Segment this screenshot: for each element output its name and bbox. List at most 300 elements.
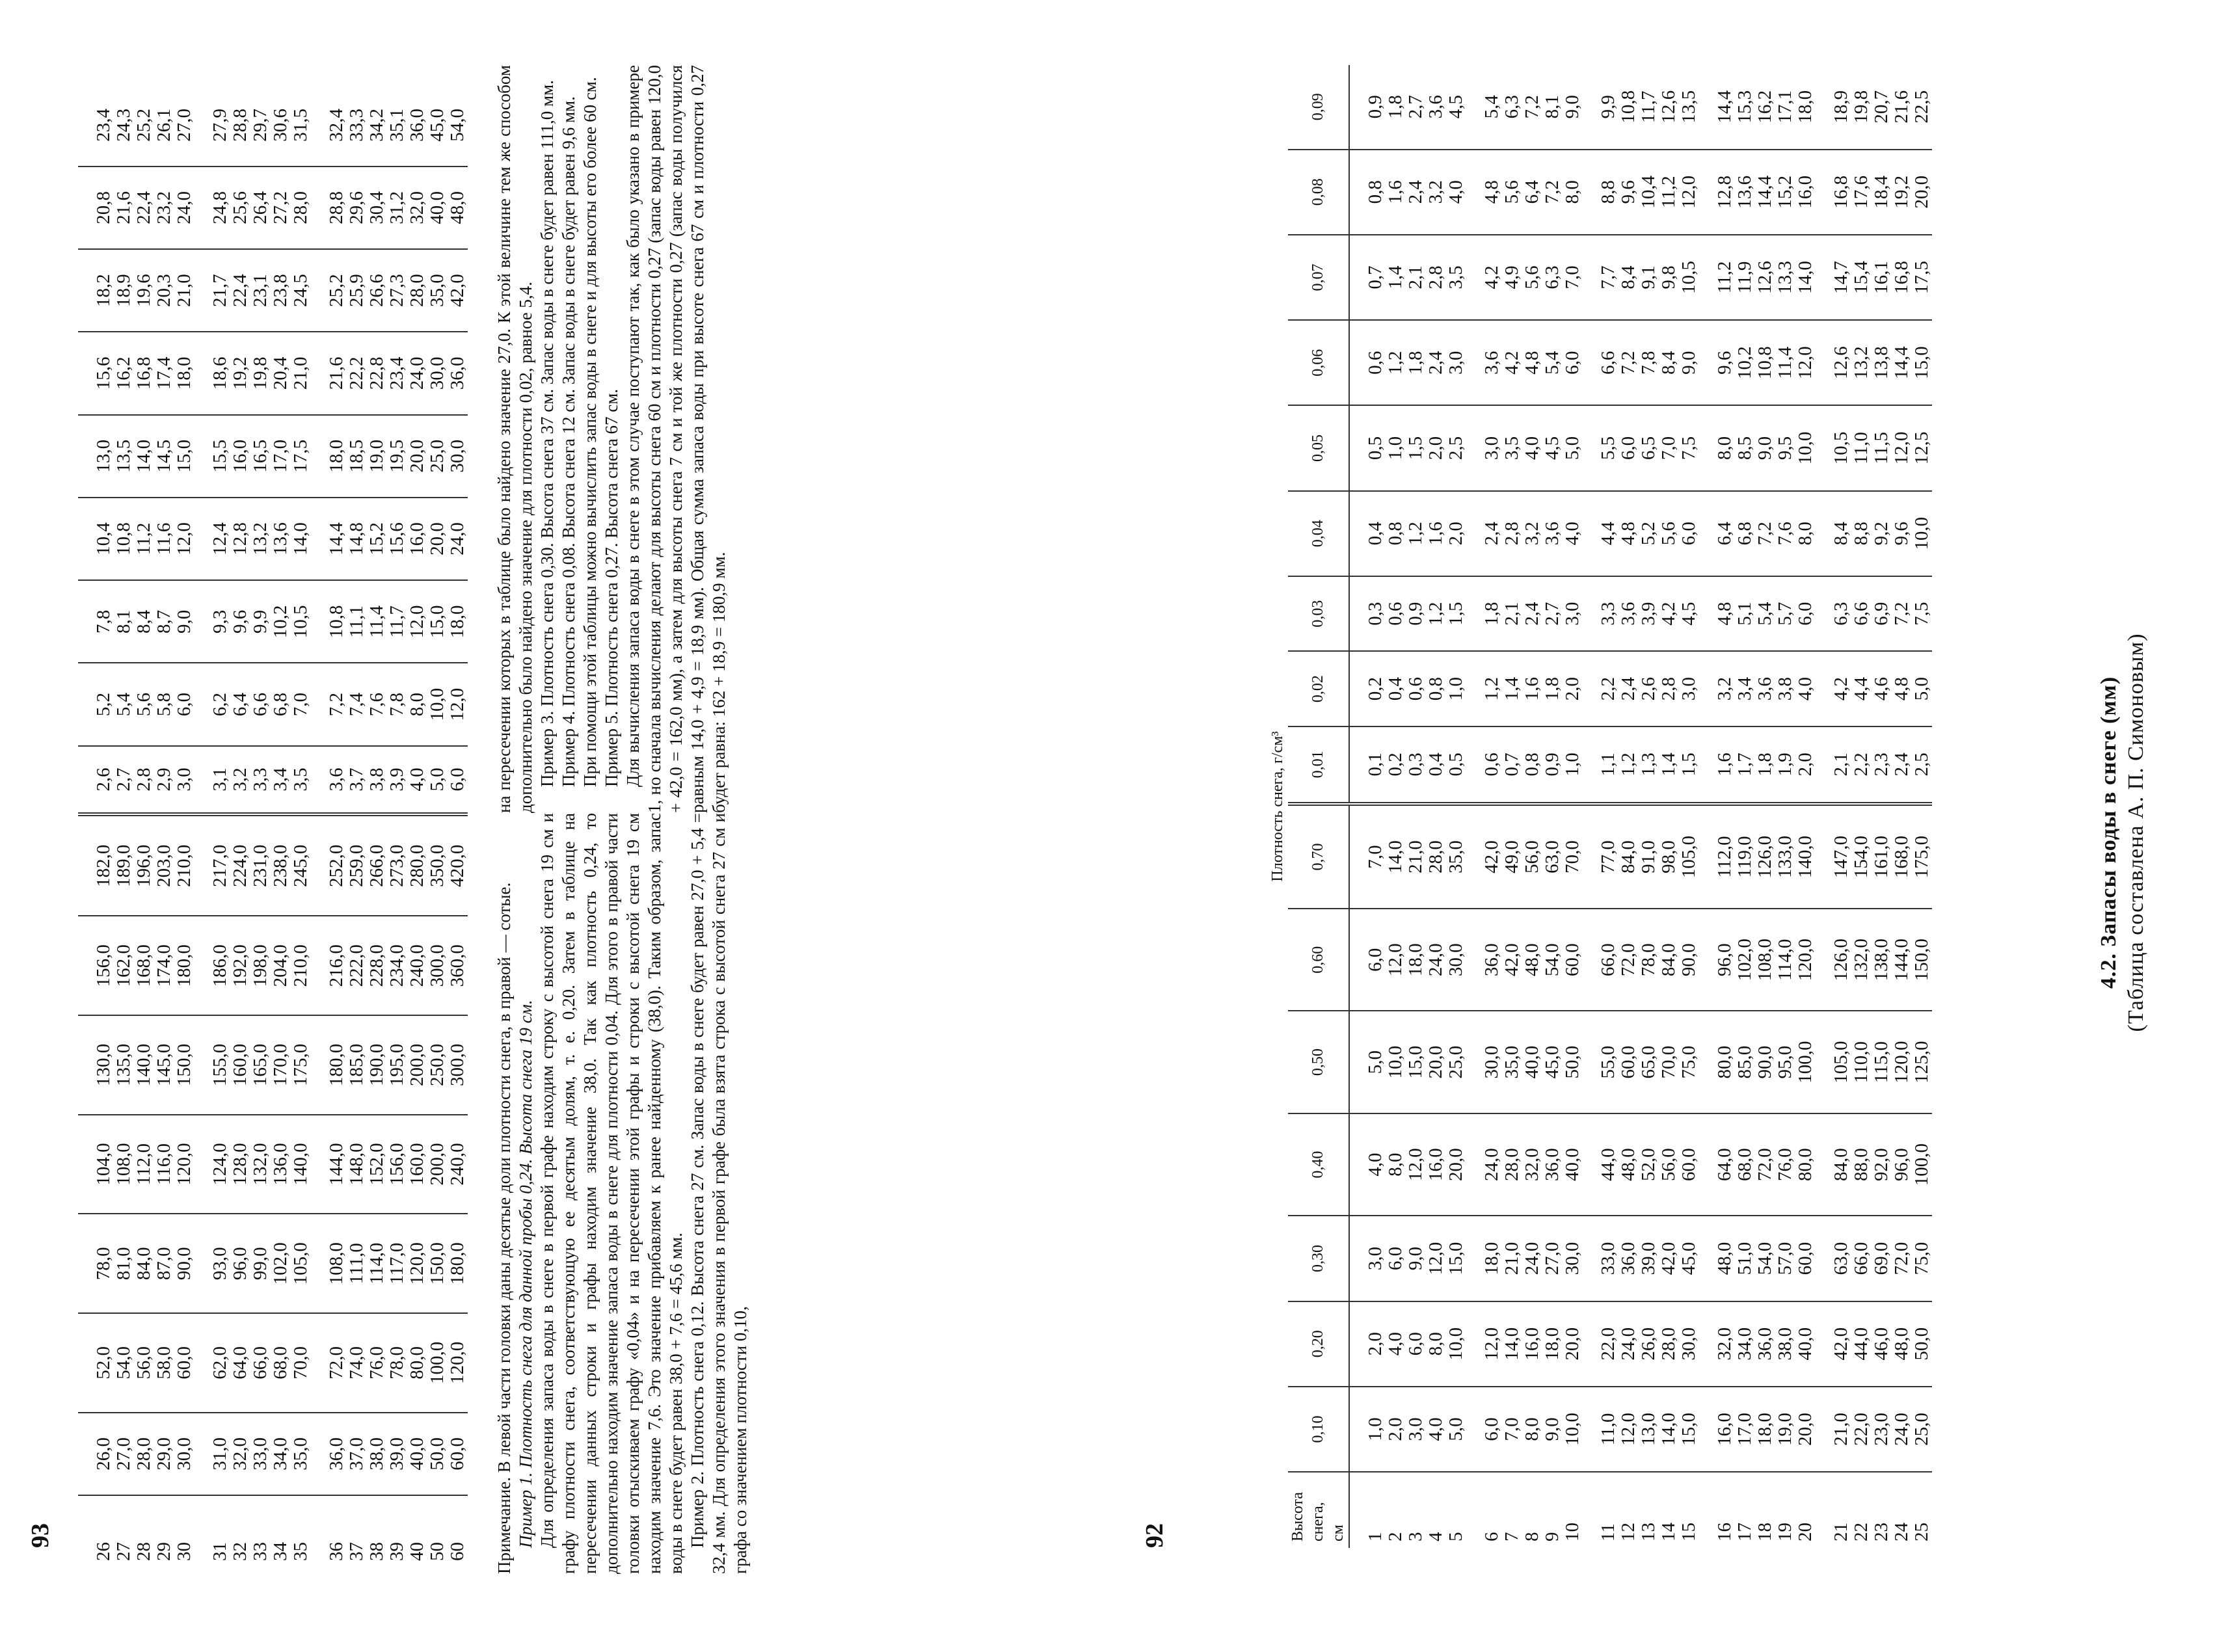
table-cell-value: 5,6 — [133, 692, 154, 717]
table-cell-value: 112,0 — [1714, 836, 1735, 878]
table-cell-value: 24,0 — [407, 356, 427, 390]
table-cell-value: 48,0 — [1891, 1327, 1912, 1361]
table-cell-value: 16,0 — [1522, 1327, 1542, 1361]
table-cell-value: 9,2 — [1871, 522, 1892, 546]
table-cell-value: 40,0 — [1795, 1327, 1816, 1361]
hundredths-column — [1466, 320, 1583, 405]
table-cell-value: 31,5 — [290, 108, 311, 142]
hundredths-column — [1816, 405, 1932, 490]
table-cell-value: 33,3 — [346, 108, 367, 142]
table-cell-value: 30,0 — [1678, 1327, 1699, 1361]
table-cell-value: 66,0 — [250, 1346, 271, 1379]
table-cell-value: 186,0 — [209, 944, 230, 987]
table-cell-value: 11,6 — [154, 522, 174, 555]
table-cell-value: 18 — [1754, 1523, 1775, 1541]
table-cell-value: 196,0 — [133, 844, 154, 887]
table-cell-value: 48,0 — [1618, 1148, 1639, 1181]
table-cell-value: 1,1 — [1598, 753, 1618, 777]
table-cell-value: 13,2 — [250, 522, 271, 555]
example-1-text: Для определения запаса воды в снеге в первой графе находим строку с высотой снега 19 см и графу плотности снега, соответствующую ее десятым долям, т. е. 0,20. Затем в таблице на пересечении данных строки и графы находим значение 38,0. Так как плотность 0,24, то дополнительно находим значение запаса воды в снеге для плотности 0,04. Для этого в правой части головки отыскиваем графу «0,04» и на пересечении этой графы и строки с высотой снега 19 см находим значение 7,6. Это значение прибавляем к ранее найденному (38,0). Таким образом, запас воды в снеге будет равен 38,0 + 7,6 = 45,6 мм. — [537, 813, 686, 1574]
table-cell-value: 3,9 — [386, 767, 407, 792]
table-cell-value: 6,4 — [230, 692, 250, 717]
table-cell-value: 4,2 — [1481, 265, 1502, 289]
table-cell-value: 20,3 — [154, 274, 174, 307]
header-density-hundredths: 0,02 — [1288, 651, 1349, 726]
table-cell-value: 45,0 — [427, 108, 448, 142]
table-cell-value: 19,8 — [1851, 90, 1872, 124]
table-cell-value: 190,0 — [366, 1043, 387, 1086]
table-cell-value: 10,0 — [1445, 1327, 1466, 1361]
table-cell-value: 5,6 — [1658, 522, 1679, 546]
table-cell-value: 30,0 — [174, 1437, 195, 1471]
table-cell-value: 16,0 — [230, 439, 250, 473]
table-cell-value: 7,0 — [1501, 1417, 1522, 1441]
hundredths-column — [1466, 576, 1583, 651]
table-cell-value: 13,5 — [1678, 90, 1699, 124]
table-cell-value: 13,0 — [93, 439, 114, 473]
snow-water-table-part1 — [1268, 65, 1932, 1548]
hundredths-column — [1699, 320, 1816, 405]
table-cell-value: 140,0 — [290, 1143, 311, 1186]
hundredths-column — [311, 498, 468, 580]
table-cell-value: 0,2 — [1385, 753, 1406, 777]
table-cell-value: 28,0 — [1425, 840, 1446, 873]
table-cell-value: 4,0 — [1385, 1332, 1406, 1356]
table-cell-value: 27 — [113, 1542, 134, 1561]
table-cell-value: 7,4 — [346, 692, 367, 717]
table-cell-value: 57,0 — [1775, 1242, 1795, 1275]
table-cell-value: 28,8 — [230, 108, 250, 142]
header-height: Высота снега, см — [1288, 1472, 1349, 1548]
table-cell-value: 26,0 — [1638, 1327, 1659, 1361]
table-cell-value: 14,4 — [1891, 346, 1912, 380]
table-cell-value: 32,0 — [1714, 1327, 1735, 1361]
table-cell-value: 2,7 — [1542, 602, 1563, 626]
table-cell-value: 13,5 — [113, 439, 134, 473]
table-cell-value: 120,0 — [1795, 939, 1816, 981]
table-cell-value: 7,0 — [1658, 436, 1679, 460]
table-cell-value: 156,0 — [93, 944, 114, 987]
table-cell-value: 19,6 — [133, 274, 154, 307]
table-title-block — [2097, 117, 2149, 1548]
table-cell-value: 20,0 — [1425, 1045, 1446, 1079]
table-cell-value: 144,0 — [1891, 939, 1912, 981]
table-cell-value: 48,0 — [1714, 1242, 1735, 1275]
table-cell-value: 1,6 — [1425, 522, 1446, 546]
table-cell-value: 44,0 — [1851, 1327, 1872, 1361]
table-cell-value: 27,0 — [174, 108, 195, 142]
table-cell-value: 2,2 — [1851, 753, 1872, 777]
table-cell-value: 10,8 — [113, 522, 134, 555]
table-cell-value: 200,0 — [427, 1143, 448, 1186]
table-cell-value: 15,5 — [209, 439, 230, 473]
table-cell-value: 32,0 — [1522, 1148, 1542, 1181]
table-cell-value: 273,0 — [386, 844, 407, 887]
notes-left-column — [494, 813, 751, 1574]
table-cell-value: 18,9 — [113, 274, 134, 307]
table-cell-value: 0,2 — [1365, 676, 1386, 701]
hundredths-column — [78, 580, 195, 663]
table-cell-value: 76,0 — [1775, 1148, 1795, 1181]
table-cell-value: 81,0 — [113, 1247, 134, 1281]
tenths-column — [1466, 1301, 1583, 1387]
table-cell-value: 18,0 — [447, 605, 468, 639]
table-cell-value: 25,0 — [427, 439, 448, 473]
hundredths-column — [1816, 65, 1932, 150]
table-cell-value: 1,5 — [1445, 602, 1466, 626]
table-cell-value: 46,0 — [1871, 1327, 1892, 1361]
table-cell-value: 37,0 — [346, 1437, 367, 1471]
table-cell-value: 72,0 — [326, 1346, 347, 1379]
table-cell-value: 39,0 — [1638, 1242, 1659, 1275]
table-cell-value: 3,5 — [1445, 265, 1466, 289]
table-cell-value: 18,4 — [1871, 175, 1892, 209]
table-cell-value: 28,0 — [407, 274, 427, 307]
table-cell-value: 3,3 — [250, 767, 271, 792]
table-cell-value: 114,0 — [366, 1242, 387, 1285]
table-cell-value: 39,0 — [386, 1437, 407, 1471]
table-cell-value: 11,4 — [1775, 346, 1795, 379]
table-cell-value: 30 — [174, 1542, 195, 1561]
table-cell-value: 23,4 — [386, 356, 407, 390]
table-cell-value: 245,0 — [290, 844, 311, 887]
table-cell-value: 19,2 — [1891, 175, 1912, 209]
tenths-column — [195, 1115, 311, 1214]
table-cell-value: 100,0 — [1795, 1041, 1816, 1084]
table-cell-value: 3,0 — [1481, 436, 1502, 460]
table-cell-value: 14,0 — [1658, 1413, 1679, 1446]
table-cell-value: 32,0 — [230, 1437, 250, 1471]
table-cell-value: 4,0 — [1445, 180, 1466, 204]
table-cell-value: 10,0 — [1562, 1413, 1583, 1446]
table-cell-value: 32,0 — [407, 191, 427, 224]
table-cell-value: 8,0 — [1425, 1332, 1446, 1356]
table-cell-value: 14,7 — [1831, 261, 1851, 294]
table-cell-value: 84,0 — [133, 1247, 154, 1281]
table-cell-value: 16,0 — [1714, 1413, 1735, 1446]
table-cell-value: 5,8 — [154, 692, 174, 717]
hundredths-column — [1699, 150, 1816, 235]
table-cell-value: 0,7 — [1365, 265, 1386, 289]
table-cell-value: 138,0 — [1871, 939, 1892, 981]
table-cell-value: 3,6 — [1542, 522, 1563, 546]
table-cell-value: 15,6 — [93, 356, 114, 390]
hundredths-column — [1466, 65, 1583, 150]
table-cell-value: 1,8 — [1385, 95, 1406, 119]
table-cell-value: 120,0 — [1891, 1041, 1912, 1084]
table-cell-value: 98,0 — [1658, 840, 1679, 873]
height-values — [78, 1495, 195, 1567]
table-cell-value: 6,4 — [1714, 522, 1735, 546]
table-cell-value: 10,0 — [1795, 431, 1816, 465]
table-cell-value: 92,0 — [1871, 1148, 1892, 1181]
table-cell-value: 3,2 — [1425, 180, 1446, 204]
table-cell-value: 2,4 — [1481, 522, 1502, 546]
table-cell-value: 24 — [1891, 1523, 1912, 1541]
table-cell-value: 58,0 — [154, 1346, 174, 1379]
table-cell-value: 6,8 — [270, 692, 291, 717]
table-cell-value: 174,0 — [154, 944, 174, 987]
table-cell-value: 9,6 — [1618, 180, 1639, 204]
table-cell-value: 12,4 — [209, 522, 230, 555]
table-cell-value: 3,6 — [326, 767, 347, 792]
table-row-group — [311, 85, 468, 1567]
table-cell-value: 24,0 — [1618, 1327, 1639, 1361]
table-cell-value: 22,0 — [1851, 1413, 1872, 1446]
notes-right-column — [494, 65, 730, 813]
table-cell-value: 20,8 — [93, 191, 114, 224]
hundredths-column — [1466, 235, 1583, 320]
table-cell-value: 18,9 — [1831, 90, 1851, 124]
hundredths-column — [1816, 651, 1932, 726]
table-row-group — [1466, 65, 1583, 1548]
table-cell-value: 8,8 — [1598, 180, 1618, 204]
table-row-group — [1699, 65, 1816, 1548]
note-continuation: на пересечении которых в таблице было найдено значение 27,0. К этой величине тем же способом дополнительно было найдено значение для плотности 0,02, равное 5,4. — [494, 65, 535, 813]
header-density-tenths: 0,40 — [1288, 1113, 1349, 1216]
table-cell-value: 2,0 — [1385, 1417, 1406, 1441]
table-cell-value: 21,7 — [209, 274, 230, 307]
height-values — [1816, 1472, 1932, 1548]
table-cell-value: 136,0 — [270, 1143, 291, 1186]
table-cell-value: 3,0 — [1405, 1417, 1426, 1441]
table-cell-value: 210,0 — [290, 944, 311, 987]
hundredths-column — [1583, 726, 1699, 804]
table-cell-value: 23,8 — [270, 274, 291, 307]
table-cell-value: 4 — [1425, 1532, 1446, 1541]
hundredths-column — [195, 167, 311, 249]
table-cell-value: 5,0 — [1445, 1417, 1466, 1441]
table-cell-value: 6,0 — [1678, 522, 1699, 546]
table-cell-value: 100,0 — [1911, 1143, 1932, 1186]
table-cell-value: 7,5 — [1678, 436, 1699, 460]
table-cell-value: 5,4 — [1542, 351, 1563, 375]
table-cell-value: 16 — [1714, 1523, 1735, 1541]
table-cell-value: 11,2 — [1714, 261, 1735, 294]
table-cell-value: 9,6 — [1891, 522, 1912, 546]
table-cell-value: 23,2 — [154, 191, 174, 224]
table-cell-value: 16,0 — [1795, 175, 1816, 209]
table-title: 4.2. Запасы воды в снеге (мм) — [2097, 676, 2121, 989]
tenths-column — [78, 1214, 195, 1313]
table-cell-value: 105,0 — [1678, 835, 1699, 879]
table-cell-value: 15,2 — [1775, 175, 1795, 209]
table-cell-value: 2,4 — [1425, 351, 1446, 375]
hundredths-column — [1816, 150, 1932, 235]
table-cell-value: 4,2 — [1501, 351, 1522, 375]
table-cell-value: 17,6 — [1851, 175, 1872, 209]
table-cell-value: 18,0 — [1754, 1413, 1775, 1446]
table-cell-value: 15,0 — [1405, 1045, 1426, 1079]
table-cell-value: 8,8 — [1851, 522, 1872, 546]
table-cell-value: 6,8 — [1734, 522, 1755, 546]
table-cell-value: 238,0 — [270, 844, 291, 887]
table-cell-value: 15,4 — [1851, 261, 1872, 294]
hundredths-column — [78, 498, 195, 580]
table-cell-value: 6,3 — [1831, 602, 1851, 626]
table-cell-value: 26,1 — [154, 108, 174, 142]
table-cell-value: 200,0 — [407, 1043, 427, 1086]
hundredths-column — [1699, 65, 1816, 150]
hundredths-column — [1583, 576, 1699, 651]
hundredths-column — [1349, 491, 1466, 576]
example-4: Пример 4. Плотность снега 0,08. Высота снега 12 см. Запас воды в снеге будет равен 9,6 мм. — [559, 96, 578, 787]
table-cell-value: 3,5 — [290, 767, 311, 792]
table-cell-value: 96,0 — [1891, 1148, 1912, 1181]
table-cell-value: 124,0 — [209, 1143, 230, 1186]
table-cell-value: 9,0 — [1542, 1417, 1563, 1441]
table-cell-value: 18,0 — [174, 356, 195, 390]
table-cell-value: 12,0 — [447, 687, 468, 721]
table-cell-value: 27,0 — [1542, 1242, 1563, 1275]
table-cell-value: 13,2 — [1851, 346, 1872, 380]
table-cell-value: 1,5 — [1678, 753, 1699, 777]
hundredths-column — [1349, 235, 1466, 320]
table-cell-value: 7,8 — [1638, 351, 1659, 375]
table-cell-value: 168,0 — [133, 944, 154, 987]
table-cell-value: 2,0 — [1365, 1332, 1386, 1356]
example-2: Пример 2. Плотность снега 0,12. Высота снега 27 см. Запас воды в снеге будет равен 27,0 + 5,4 = 32,4 мм. Для определения этого значения в первой графе была взята строка с высотой снега 27 см и графа со значением плотности 0,10, — [688, 813, 750, 1574]
table-cell-value: 1,6 — [1714, 753, 1735, 777]
table-cell-value: 1,2 — [1481, 676, 1502, 701]
table-cell-value: 34,0 — [1734, 1327, 1755, 1361]
table-cell-value: 0,4 — [1365, 522, 1386, 546]
table-cell-value: 6,4 — [1522, 180, 1542, 204]
table-cell-value: 1,2 — [1618, 753, 1639, 777]
tenths-column — [311, 1214, 468, 1313]
table-cell-value: 8,1 — [113, 609, 134, 633]
hundredths-column — [78, 85, 195, 167]
table-cell-value: 18,0 — [1405, 943, 1426, 977]
table-cell-value: 2,8 — [133, 767, 154, 792]
table-cell-value: 2,0 — [1425, 436, 1446, 460]
table-row-group — [195, 85, 311, 1567]
table-cell-value: 2,4 — [1618, 676, 1639, 701]
table-cell-value: 8,1 — [1542, 95, 1563, 119]
hundredths-column — [1349, 65, 1466, 150]
table-cell-value: 72,0 — [1754, 1148, 1775, 1181]
hundredths-column — [311, 249, 468, 332]
table-cell-value: 30,0 — [1445, 943, 1466, 977]
table-cell-value: 30,0 — [447, 439, 468, 473]
table-cell-value: 42,0 — [1658, 1242, 1679, 1275]
table-cell-value: 0,6 — [1481, 753, 1502, 777]
table-cell-value: 1,9 — [1775, 753, 1795, 777]
table-cell-value: 17,5 — [1911, 261, 1932, 294]
table-cell-value: 420,0 — [447, 844, 468, 887]
table-cell-value: 12,0 — [1425, 1242, 1446, 1275]
table-cell-value: 6,0 — [1618, 436, 1639, 460]
table-cell-value: 13,0 — [1638, 1413, 1659, 1446]
table-cell-value: 10,2 — [270, 605, 291, 639]
table-cell-value: 38 — [366, 1542, 387, 1561]
table-cell-value: 5,2 — [93, 692, 114, 717]
header-density-tenths: 0,70 — [1288, 804, 1349, 909]
table-cell-value: 0,1 — [1365, 753, 1386, 777]
table-cell-value: 7,8 — [386, 692, 407, 717]
table-cell-value: 16,8 — [1831, 175, 1851, 209]
table-cell-value: 117,0 — [386, 1242, 407, 1285]
header-density-hundredths: 0,05 — [1288, 405, 1349, 490]
table-cell-value: 23,0 — [1871, 1413, 1892, 1446]
table-cell-value: 5,2 — [1638, 522, 1659, 546]
table-cell-value: 7,7 — [1598, 265, 1618, 289]
table-cell-value: 80,0 — [407, 1346, 427, 1379]
table-cell-value: 150,0 — [1911, 939, 1932, 981]
hundredths-column — [1466, 651, 1583, 726]
table-cell-value: 35,1 — [386, 108, 407, 142]
table-cell-value: 30,6 — [270, 108, 291, 142]
table-cell-value: 21,6 — [113, 191, 134, 224]
table-cell-value: 63,0 — [1831, 1242, 1851, 1275]
table-cell-value: 6,3 — [1542, 265, 1563, 289]
table-cell-value: 50,0 — [1562, 1045, 1583, 1079]
tenths-column — [1816, 1216, 1932, 1301]
table-cell-value: 160,0 — [407, 1143, 427, 1186]
table-cell-value: 24,3 — [113, 108, 134, 142]
height-values — [195, 1495, 311, 1567]
hundredths-column — [311, 332, 468, 414]
example-3: Пример 3. Плотность снега 0,30. Высота снега 37 см. Запас воды в снеге будет равен 111,0 мм. — [537, 80, 557, 787]
table-cell-value: 128,0 — [230, 1143, 250, 1186]
table-cell-value: 60,0 — [447, 1437, 468, 1471]
table-cell-value: 6,0 — [1795, 602, 1816, 626]
table-cell-value: 2,3 — [1871, 753, 1892, 777]
table-cell-value: 8,4 — [1658, 351, 1679, 375]
table-cell-value: 10,5 — [1678, 261, 1699, 294]
table-cell-value: 42,0 — [1501, 943, 1522, 977]
hundredths-column — [78, 332, 195, 414]
table-cell-value: 54,0 — [1542, 943, 1563, 977]
table-cell-value: 31,0 — [209, 1437, 230, 1471]
table-cell-value: 5,4 — [113, 692, 134, 717]
table-cell-value: 14,4 — [1754, 175, 1775, 209]
table-cell-value: 32,4 — [326, 108, 347, 142]
table-cell-value: 15,0 — [174, 439, 195, 473]
table-cell-value: 18,5 — [346, 439, 367, 473]
table-cell-value: 5,7 — [1775, 602, 1795, 626]
page-number: 93 — [27, 1523, 54, 1548]
table-cell-value: 10,4 — [93, 522, 114, 555]
table-cell-value: 2,6 — [1638, 676, 1659, 701]
table-cell-value: 2,4 — [1891, 753, 1912, 777]
table-cell-value: 2,7 — [113, 767, 134, 792]
table-cell-value: 25,6 — [230, 191, 250, 224]
tenths-column — [1816, 804, 1932, 909]
table-cell-value: 9,0 — [1678, 351, 1699, 375]
table-cell-value: 80,0 — [1714, 1045, 1735, 1079]
table-cell-value: 20,0 — [1795, 1413, 1816, 1446]
table-cell-value: 85,0 — [1734, 1045, 1755, 1079]
table-cell-value: 3,4 — [1734, 676, 1755, 701]
table-cell-value: 1,4 — [1501, 676, 1522, 701]
table-cell-value: 6 — [1481, 1532, 1502, 1541]
hundredths-column — [1699, 576, 1816, 651]
table-cell-value: 5,4 — [1754, 602, 1775, 626]
table-cell-value: 16,5 — [250, 439, 271, 473]
tenths-column — [195, 916, 311, 1015]
table-cell-value: 24,0 — [174, 191, 195, 224]
table-cell-value: 29 — [154, 1542, 174, 1561]
table-cell-value: 1,8 — [1754, 753, 1775, 777]
table-cell-value: 1,2 — [1425, 602, 1446, 626]
table-cell-value: 150,0 — [427, 1242, 448, 1285]
table-cell-value: 13,6 — [270, 522, 291, 555]
table-cell-value: 8,7 — [154, 609, 174, 633]
tenths-column — [311, 1313, 468, 1413]
hundredths-column — [1349, 651, 1466, 726]
table-cell-value: 7,0 — [1365, 845, 1386, 869]
